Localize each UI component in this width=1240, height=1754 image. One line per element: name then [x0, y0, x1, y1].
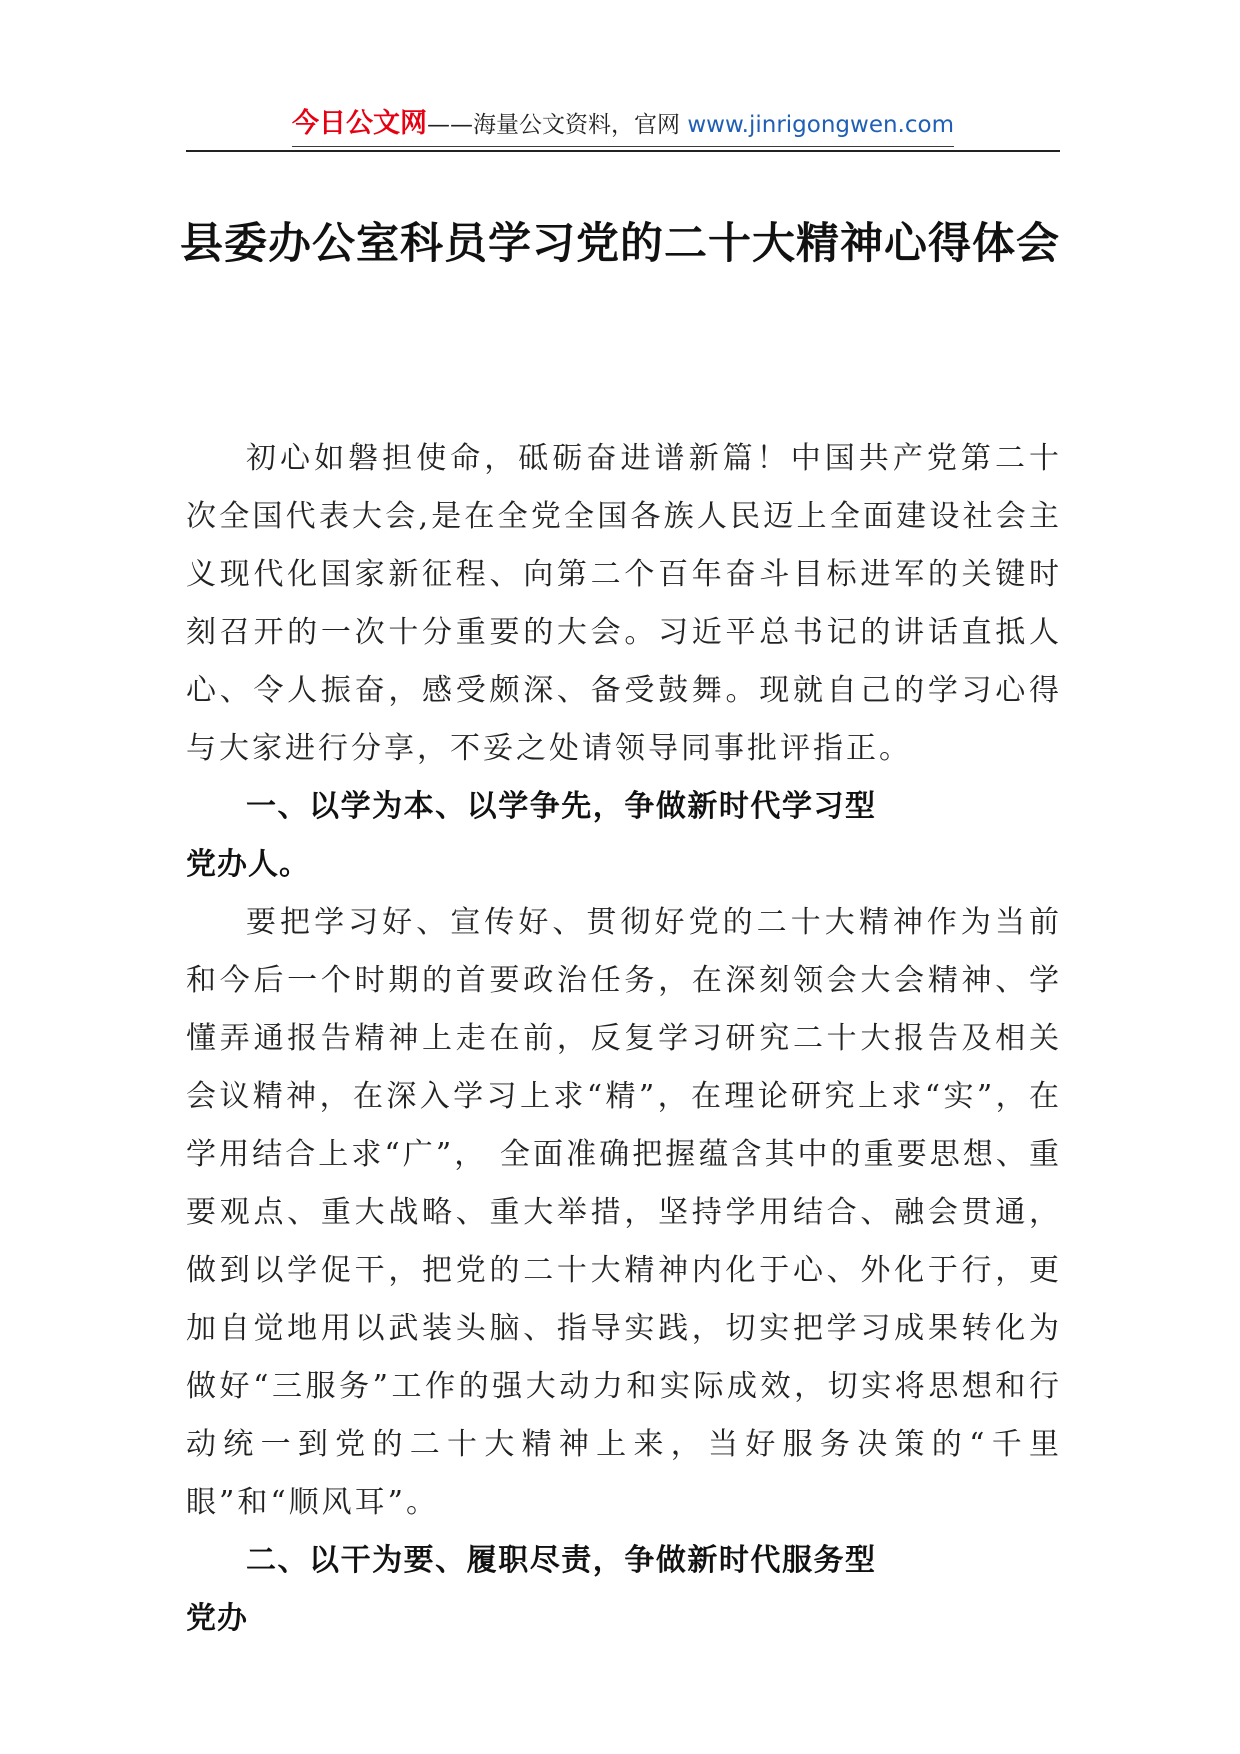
site-header [186, 104, 1060, 152]
site-url-link[interactable]: www.jinrigongwen.com [687, 112, 954, 138]
section-heading-2: 二、以干为要、履职尽责，争做新时代服务型党办 [186, 1543, 876, 1636]
site-tagline: ——海量公文资料，官网 [427, 112, 681, 138]
intro-paragraph: 初心如磐担使命，砥砺奋进谱新篇！中国共产党第二十次全国代表大会,是在全党全国各族人民迈上全面建设社会主义现代化国家新征程、向第二个百年奋斗目标进军的关键时刻召开的一次十分重要的大会。习近平总书记的讲话直抵人心、令人振奋，感受颇深、备受鼓舞。现就自己的学习心得与大家进行分享，不妥之处请领导同事批评指正。 [186, 441, 1062, 766]
section-heading-1: 一、以学为本、以学争先，争做新时代学习型党办人。 [186, 789, 876, 882]
header-banner [292, 104, 954, 147]
document-body [186, 430, 1062, 1648]
section-paragraph-1: 要把学习好、宣传好、贯彻好党的二十大精神作为当前和今后一个时期的首要政治任务，在深刻领会大会精神、学懂弄通报告精神上走在前，反复学习研究二十大报告及相关会议精神，在深入学习上求“精”，在理论研究上求“实”，在学用结合上求“广”， 全面准确把握蕴含其中的重要思想、重要观点、重大战略、重大举措，坚持学用结合、融会贯通，做到以学促干，把党的二十大精神内化于心、外化于行，更加自觉地用以武装头脑、指导实践，切实把学习成果转化为做好“三服务”工作的强大动力和实际成效，切实将思想和行动统一到党的二十大精神上来，当好服务决策的“千里眼”和“顺风耳”。 [186, 905, 1062, 1520]
site-brand: 今日公文网 [292, 108, 428, 139]
document-title: 县委办公室科员学习党的二十大精神心得体会 [180, 219, 1060, 269]
